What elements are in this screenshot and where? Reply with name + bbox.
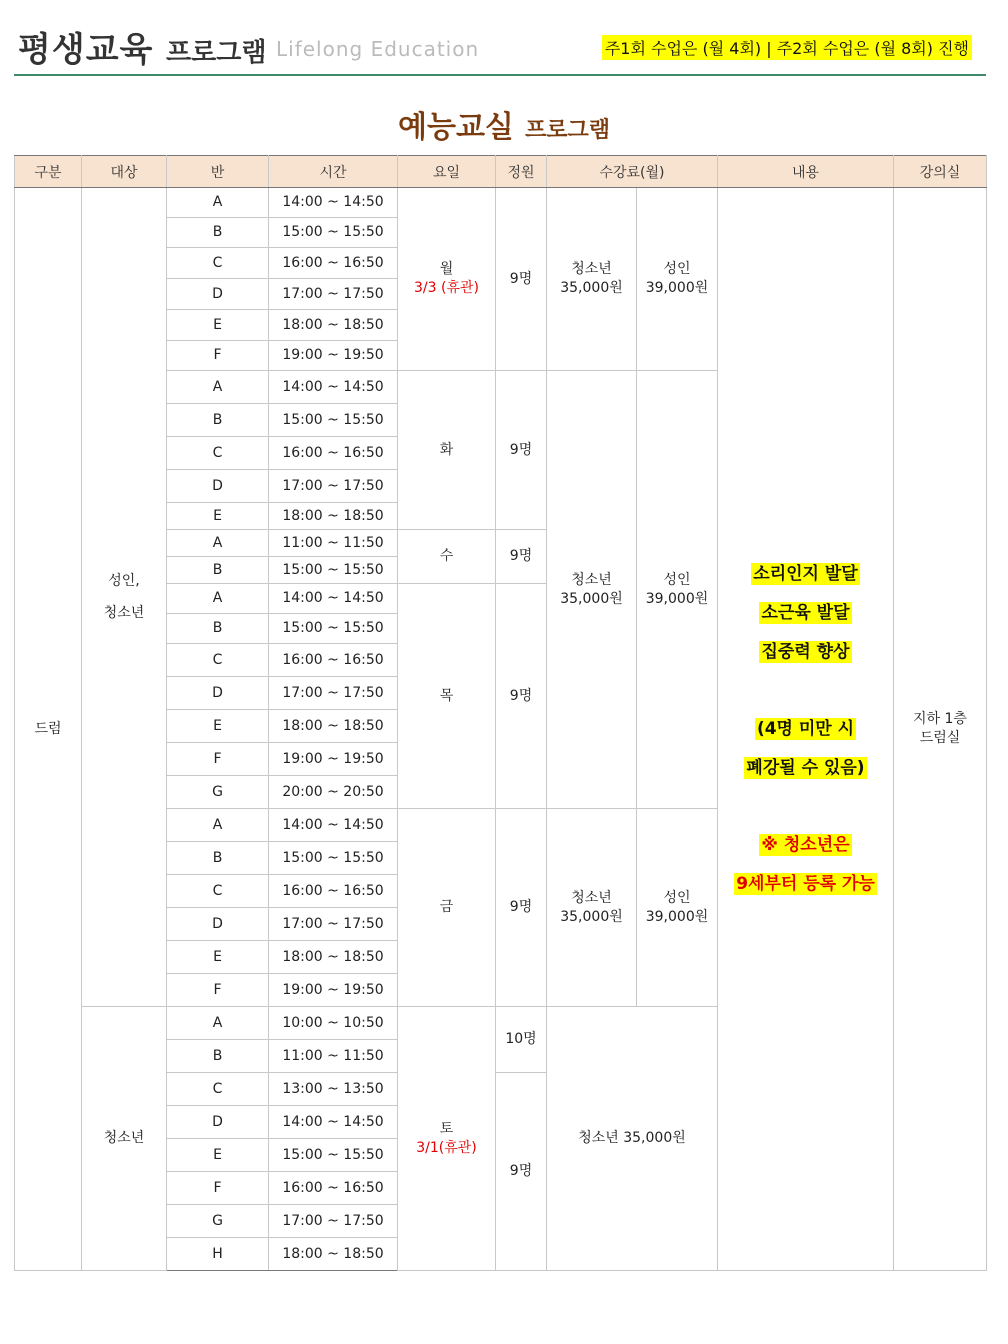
time-cell: 14:00 ~ 14:50 bbox=[269, 188, 398, 218]
class-cell: B bbox=[167, 557, 269, 584]
col-header-room: 강의실 bbox=[894, 156, 987, 188]
time-cell: 15:00 ~ 15:50 bbox=[269, 842, 398, 875]
time-cell: 14:00 ~ 14:50 bbox=[269, 809, 398, 842]
fee-adult-cell bbox=[637, 809, 718, 1007]
class-cell: E bbox=[167, 941, 269, 974]
capacity-cell: 9명 bbox=[496, 371, 547, 530]
schedule-table bbox=[14, 155, 987, 1271]
time-cell: 17:00 ~ 17:50 bbox=[269, 908, 398, 941]
day-label: 월 bbox=[439, 261, 454, 277]
class-cell: E bbox=[167, 710, 269, 743]
fee-amount: 35,000원 bbox=[560, 908, 623, 925]
time-cell: 11:00 ~ 11:50 bbox=[269, 530, 398, 557]
class-cell: F bbox=[167, 341, 269, 371]
col-header-class: 반 bbox=[167, 156, 269, 188]
room-line: 드럼실 bbox=[919, 730, 961, 746]
class-cell: C bbox=[167, 248, 269, 279]
class-cell: D bbox=[167, 470, 269, 503]
brand-subtitle: 프로그램 bbox=[166, 38, 267, 68]
capacity-cell: 9명 bbox=[496, 188, 547, 371]
time-cell: 16:00 ~ 16:50 bbox=[269, 248, 398, 279]
table-row bbox=[15, 188, 987, 218]
target-cell-youth: 청소년 bbox=[82, 1007, 167, 1271]
class-cell: E bbox=[167, 1139, 269, 1172]
fee-youth-only-cell: 청소년 35,000원 bbox=[547, 1007, 718, 1271]
content-line: 소근육 발달 bbox=[761, 602, 850, 623]
class-cell: D bbox=[167, 1106, 269, 1139]
col-header-fee: 수강료(월) bbox=[547, 156, 718, 188]
time-cell: 19:00 ~ 19:50 bbox=[269, 974, 398, 1007]
time-cell: 14:00 ~ 14:50 bbox=[269, 1106, 398, 1139]
class-cell: F bbox=[167, 974, 269, 1007]
time-cell: 17:00 ~ 17:50 bbox=[269, 677, 398, 710]
fee-label: 청소년 bbox=[571, 571, 612, 588]
time-cell: 16:00 ~ 16:50 bbox=[269, 1172, 398, 1205]
day-cell-sat bbox=[398, 1007, 496, 1271]
capacity-cell: 9명 bbox=[496, 584, 547, 809]
class-cell: A bbox=[167, 188, 269, 218]
class-cell: A bbox=[167, 371, 269, 404]
day-label: 토 bbox=[439, 1120, 454, 1137]
fee-amount: 39,000원 bbox=[645, 590, 709, 607]
fee-adult-cell bbox=[637, 188, 718, 371]
time-cell: 11:00 ~ 11:50 bbox=[269, 1040, 398, 1073]
holiday-note: 3/3 (휴관) bbox=[414, 280, 479, 296]
content-line: 집중력 향상 bbox=[761, 641, 850, 662]
fee-amount: 39,000원 bbox=[645, 908, 709, 925]
content-line: 9세부터 등록 가능 bbox=[736, 873, 875, 894]
time-cell: 18:00 ~ 18:50 bbox=[269, 941, 398, 974]
target-line: 성인, bbox=[108, 573, 140, 589]
class-cell: A bbox=[167, 809, 269, 842]
content-line: 폐강될 수 있음) bbox=[746, 757, 865, 778]
fee-label: 성인 bbox=[663, 261, 691, 277]
category-cell: 드럼 bbox=[15, 188, 82, 1271]
time-cell: 15:00 ~ 15:50 bbox=[269, 1139, 398, 1172]
target-cell-adult-youth bbox=[82, 188, 167, 1007]
table-header-row bbox=[15, 156, 987, 188]
content-line: 소리인지 발달 bbox=[753, 563, 858, 584]
fee-youth-cell bbox=[547, 809, 637, 1007]
time-cell: 15:00 ~ 15:50 bbox=[269, 557, 398, 584]
fee-label: 성인 bbox=[663, 889, 691, 906]
class-cell: G bbox=[167, 776, 269, 809]
time-cell: 10:00 ~ 10:50 bbox=[269, 1007, 398, 1040]
time-cell: 15:00 ~ 15:50 bbox=[269, 218, 398, 248]
fee-amount: 35,000원 bbox=[560, 280, 623, 296]
page-title bbox=[0, 102, 1008, 146]
day-cell-tue: 화 bbox=[398, 371, 496, 530]
time-cell: 16:00 ~ 16:50 bbox=[269, 644, 398, 677]
brand-english: Lifelong Education bbox=[276, 37, 480, 61]
time-cell: 17:00 ~ 17:50 bbox=[269, 279, 398, 310]
time-cell: 17:00 ~ 17:50 bbox=[269, 1205, 398, 1238]
time-cell: 18:00 ~ 18:50 bbox=[269, 503, 398, 530]
class-cell: D bbox=[167, 677, 269, 710]
day-cell-wed: 수 bbox=[398, 530, 496, 584]
fee-label: 성인 bbox=[663, 571, 691, 588]
time-cell: 18:00 ~ 18:50 bbox=[269, 1238, 398, 1271]
room-line: 지하 1층 bbox=[913, 711, 967, 727]
capacity-cell: 9명 bbox=[496, 530, 547, 584]
page-title-main: 예능교실 bbox=[397, 110, 514, 145]
day-cell-mon bbox=[398, 188, 496, 371]
capacity-cell: 9명 bbox=[496, 809, 547, 1007]
class-cell: E bbox=[167, 310, 269, 341]
room-cell bbox=[894, 188, 987, 1271]
col-header-content: 내용 bbox=[718, 156, 894, 188]
class-cell: A bbox=[167, 1007, 269, 1040]
time-cell: 18:00 ~ 18:50 bbox=[269, 710, 398, 743]
header-divider bbox=[14, 74, 986, 76]
class-cell: B bbox=[167, 842, 269, 875]
col-header-target: 대상 bbox=[82, 156, 167, 188]
time-cell: 14:00 ~ 14:50 bbox=[269, 371, 398, 404]
content-line: (4명 미만 시 bbox=[756, 718, 855, 739]
fee-youth-cell bbox=[547, 188, 637, 371]
class-cell: C bbox=[167, 644, 269, 677]
content-line: ※ 청소년은 bbox=[761, 834, 850, 855]
class-cell: F bbox=[167, 1172, 269, 1205]
fee-adult-cell bbox=[637, 371, 718, 809]
fee-youth-cell bbox=[547, 371, 637, 809]
col-header-time: 시간 bbox=[269, 156, 398, 188]
time-cell: 18:00 ~ 18:50 bbox=[269, 310, 398, 341]
day-cell-thu: 목 bbox=[398, 584, 496, 809]
fee-label: 청소년 bbox=[571, 261, 612, 277]
time-cell: 14:00 ~ 14:50 bbox=[269, 584, 398, 614]
fee-label: 청소년 bbox=[571, 889, 612, 906]
class-cell: D bbox=[167, 279, 269, 310]
class-cell: C bbox=[167, 875, 269, 908]
col-header-capacity: 정원 bbox=[496, 156, 547, 188]
time-cell: 15:00 ~ 15:50 bbox=[269, 404, 398, 437]
class-cell: C bbox=[167, 1073, 269, 1106]
brand-title: 평생교육 bbox=[18, 30, 154, 70]
time-cell: 16:00 ~ 16:50 bbox=[269, 437, 398, 470]
day-cell-fri: 금 bbox=[398, 809, 496, 1007]
class-cell: E bbox=[167, 503, 269, 530]
class-cell: H bbox=[167, 1238, 269, 1271]
col-header-day: 요일 bbox=[398, 156, 496, 188]
page-header bbox=[14, 18, 986, 74]
class-cell: B bbox=[167, 1040, 269, 1073]
time-cell: 17:00 ~ 17:50 bbox=[269, 470, 398, 503]
page-title-sub: 프로그램 bbox=[525, 118, 611, 143]
target-line: 청소년 bbox=[103, 605, 145, 621]
capacity-cell: 9명 bbox=[496, 1073, 547, 1271]
time-cell: 15:00 ~ 15:50 bbox=[269, 614, 398, 644]
class-cell: B bbox=[167, 614, 269, 644]
class-cell: A bbox=[167, 530, 269, 557]
class-cell: C bbox=[167, 437, 269, 470]
time-cell: 20:00 ~ 20:50 bbox=[269, 776, 398, 809]
class-cell: A bbox=[167, 584, 269, 614]
fee-amount: 35,000원 bbox=[560, 590, 623, 607]
class-cell: F bbox=[167, 743, 269, 776]
class-cell: G bbox=[167, 1205, 269, 1238]
class-cell: B bbox=[167, 218, 269, 248]
time-cell: 19:00 ~ 19:50 bbox=[269, 743, 398, 776]
time-cell: 19:00 ~ 19:50 bbox=[269, 341, 398, 371]
class-cell: D bbox=[167, 908, 269, 941]
time-cell: 16:00 ~ 16:50 bbox=[269, 875, 398, 908]
class-cell: B bbox=[167, 404, 269, 437]
capacity-cell: 10명 bbox=[496, 1007, 547, 1073]
content-cell bbox=[718, 188, 894, 1271]
fee-amount: 39,000원 bbox=[645, 280, 709, 296]
class-frequency-notice: 주1회 수업은 (월 4회) | 주2회 수업은 (월 8회) 진행 bbox=[602, 35, 972, 60]
time-cell: 13:00 ~ 13:50 bbox=[269, 1073, 398, 1106]
holiday-note: 3/1(휴관) bbox=[416, 1139, 477, 1156]
col-header-category: 구분 bbox=[15, 156, 82, 188]
